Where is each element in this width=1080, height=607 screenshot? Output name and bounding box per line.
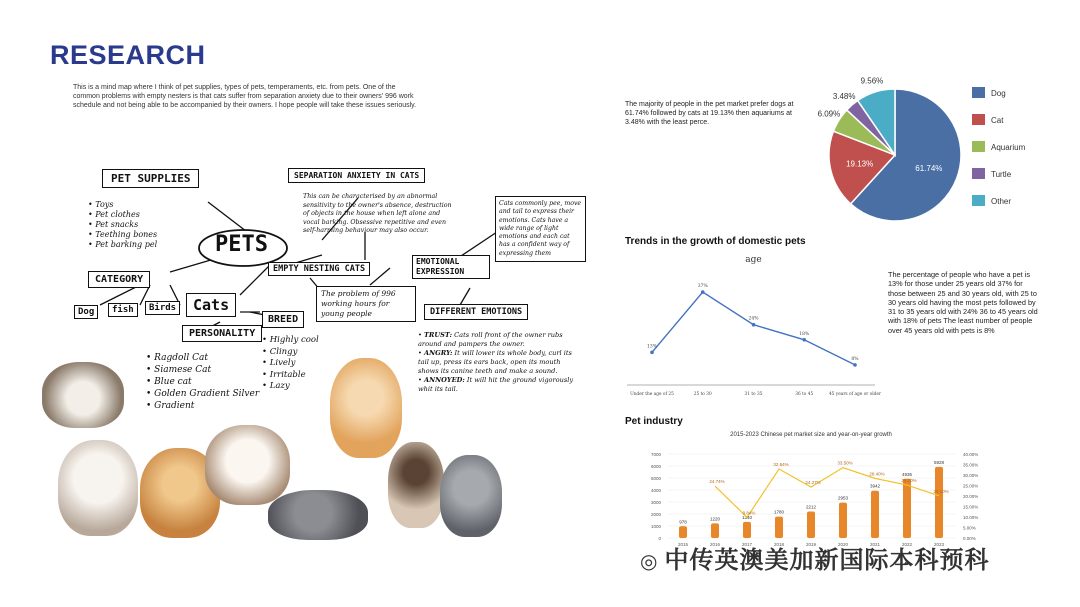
line-data-label: 18% [799,331,810,337]
growth-data-label: 32.84% [773,462,789,468]
pet-supplies-title: PET SUPPLIES [102,169,199,188]
legend-label-aquarium: Aquarium [991,143,1026,152]
y-tick-label: 3000 [650,500,661,505]
y2-tick-label: 0.00% [963,536,976,541]
legend-swatch [972,195,985,206]
legend-label-turtle: Turtle [991,170,1012,179]
market-bar [679,526,687,538]
y-tick-label: 4000 [650,488,661,493]
x-tick-label: 2015 [677,542,689,547]
cat-photo-siamese [388,442,444,528]
cat-photo-ragdoll-2 [205,425,290,505]
emotional-expression-title: EMOTIONAL EXPRESSION [412,255,490,279]
bar-data-label: 2212 [805,504,817,510]
x-tick-label: 45 years of age or older [828,392,882,397]
growth-data-label: 9.84% [742,510,756,516]
list-item: • ANGRY: It will lower its whole body, curl its tail up, press its ears back, open its mouth shows its canine teeth and make a sound. [418,349,572,375]
x-tick-label: 36 to 45 [795,392,814,397]
line-point [752,323,756,327]
list-item: • Golden Gradient Silver [146,389,260,399]
empty-nesting-title: EMPTY NESTING CATS [268,262,370,276]
bar-data-label: 5928 [933,459,945,465]
cats-note: Cats commonly pee, move and tail to express their emotions. Cats have a wide range of light emotions and each cat has a confident way of expressing them [495,196,586,262]
line-point [701,290,705,294]
market-bar-chart [625,428,1000,548]
watermark-text: 中传英澳美加新国际本科预科 [664,546,990,574]
list-item: • Pet barking pel [88,240,158,249]
market-bar [807,511,815,538]
bar-data-label: 1340 [741,514,753,520]
pie-label: 9.56% [860,76,884,86]
growth-data-label: 20.10% [933,488,949,494]
bar-data-label: 1780 [773,509,785,515]
list-item: • Blue cat [146,377,192,387]
separation-text: This can be characterised by an abnormal sensitivity to the owner's absence, destruction of objects in the house when left alone and vocal barking. Obsessive repetitive and even self-harming behaviour may also occur. [303,193,452,235]
list-item: • Highly cool [262,335,319,345]
growth-data-label: 33.50% [837,460,853,466]
y-tick-label: 1000 [650,524,661,529]
market-bar [775,517,783,538]
x-tick-label: 2016 [709,542,721,547]
bar-data-label: 978 [679,519,687,525]
market-bar [743,522,751,538]
list-item: • Pet clothes [88,210,140,219]
growth-data-label: 24.27% [805,480,821,486]
y2-tick-label: 15.00% [963,504,979,510]
y2-tick-label: 40.00% [963,452,979,457]
emotions-list [418,331,583,394]
y-tick-label: 0 [658,536,661,541]
line-data-label: 37% [697,284,708,290]
trend-title: Trends in the growth of domestic pets [625,236,806,247]
legend-label-other: Other [991,197,1012,206]
market-bar [903,479,911,538]
legend-swatch [972,114,985,125]
list-item: • Lazy [262,381,290,391]
y2-tick-label: 35.00% [963,462,979,468]
list-item: • Siamese Cat [146,365,212,375]
y-tick-label: 6000 [650,464,661,469]
breed-list [262,335,332,393]
line-chart-title: age [745,255,762,265]
page-title: RESEARCH [50,40,206,70]
bar-data-label: 1220 [709,516,721,522]
x-tick-label: 2017 [741,542,753,547]
line-series [652,292,855,365]
bar-chart-title: 2015-2023 Chinese pet market size and year-on-year growth [730,432,892,438]
pie-label: 3.48% [832,91,856,101]
legend-swatch [972,168,985,179]
x-tick-label: 2020 [837,542,849,547]
bar-data-label: 3942 [869,483,881,489]
pie-chart [800,75,1070,225]
growth-data-label: 25.20% [901,478,917,484]
y2-tick-label: 5.00% [963,525,976,531]
market-bar [711,523,719,538]
y-tick-label: 7000 [650,452,661,457]
market-bar [935,467,943,538]
list-item: • Gradient [146,401,195,411]
pet-supplies-list [88,200,198,250]
list-item: • Toys [88,200,114,209]
mindmap-center: PETS [215,232,268,257]
growth-data-label: 24.74% [709,479,725,485]
category-fish: fish [108,303,138,317]
x-tick-label: 2022 [901,542,913,547]
y2-tick-label: 25.00% [963,483,979,489]
x-tick-label: 2018 [773,542,785,547]
x-tick-label: 2023 [933,542,945,547]
list-item: • TRUST: Cats roll front of the owner rubs around and pampers the owner. [418,331,563,348]
line-point [802,338,806,342]
age-description: The percentage of people who have a pet is 13% for those under 25 years old 37% for those between 25 and 30 years old, with 25 to 30 years old having the most pets followed by 31 to 35 years old with 24% 36 to 45 years old with 18% of pets The least number of people over 45 years old with pets is 8% [888,270,1038,335]
cat-photo-white [58,440,138,536]
watermark [640,540,989,575]
pie-description: The majority of people in the pet market prefer dogs at 61.74% followed by cats at 19.13% then aquariums at 3.48% with the least perce. [625,101,794,126]
line-point [650,351,654,355]
age-line-chart [620,250,885,400]
list-item: • Teething bones [88,230,158,239]
list-item: • Pet snacks [88,220,139,229]
personality-title: PERSONALITY [182,325,262,342]
legend-swatch [972,141,985,152]
line-data-label: 13% [646,344,658,350]
list-item: • Lively [262,358,296,368]
list-item: • Irritable [262,369,306,380]
y-tick-label: 5000 [650,476,661,481]
breed-title: BREED [262,311,304,328]
line-data-label: 8% [851,356,859,362]
category-dog: Dog [74,305,98,319]
pie-label: 61.74% [915,164,943,174]
y-tick-label: 2000 [650,512,661,517]
pie-label: 19.13% [846,159,874,169]
growth-data-label: 28.40% [869,471,885,477]
bar-data-label: 4936 [901,471,913,477]
wechat-icon: ◎ [640,549,659,573]
category-cats: Cats [186,293,236,317]
category-birds: Birds [145,301,180,315]
category-title: CATEGORY [88,271,150,288]
y2-tick-label: 20.00% [963,494,979,499]
x-tick-label: Under the age of 25 [630,392,674,397]
separation-title: SEPARATION ANXIETY IN CATS [288,168,425,183]
market-bar [871,491,879,538]
line-data-label: 24% [748,316,759,322]
cat-photo-blue [440,455,502,537]
x-tick-label: 25 to 30 [693,392,712,397]
legend-swatch [972,87,985,98]
industry-title: Pet industry [625,416,683,427]
cat-photo-ragdoll [42,362,124,428]
different-emotions-title: DIFFERENT EMOTIONS [424,304,528,320]
cat-photo-grey [268,490,368,540]
y2-tick-label: 10.00% [963,515,979,520]
x-tick-label: 31 to 35 [744,392,763,397]
list-item: • ANNOYED: It will hit the ground vigorously whit its tail. [418,376,574,393]
list-item: • Ragdoll Cat [146,353,208,363]
x-tick-label: 2021 [869,542,881,547]
list-item: • Clingy [262,346,298,357]
bar-data-label: 2953 [837,495,849,501]
market-bar [839,503,847,538]
problem-996-box: The problem of 996 working hours for young people [316,286,416,322]
intro-text: This is a mind map where I think of pet supplies, types of pets, temperaments, etc. from pets. One of the common problems with empty nesters is that cats suffer from separation anxiety due to their owners' 996 work schedule and not being able to be accompanied by their owners. I hope people will take these issues seriously. [73,84,417,109]
pie-label: 6.09% [817,109,841,119]
x-tick-label: 2019 [805,542,817,547]
y2-tick-label: 30.00% [963,473,979,478]
legend-label-cat: Cat [991,116,1004,125]
legend-label-dog: Dog [991,89,1006,98]
line-point [853,363,857,367]
cat-photo-golden [330,358,402,458]
